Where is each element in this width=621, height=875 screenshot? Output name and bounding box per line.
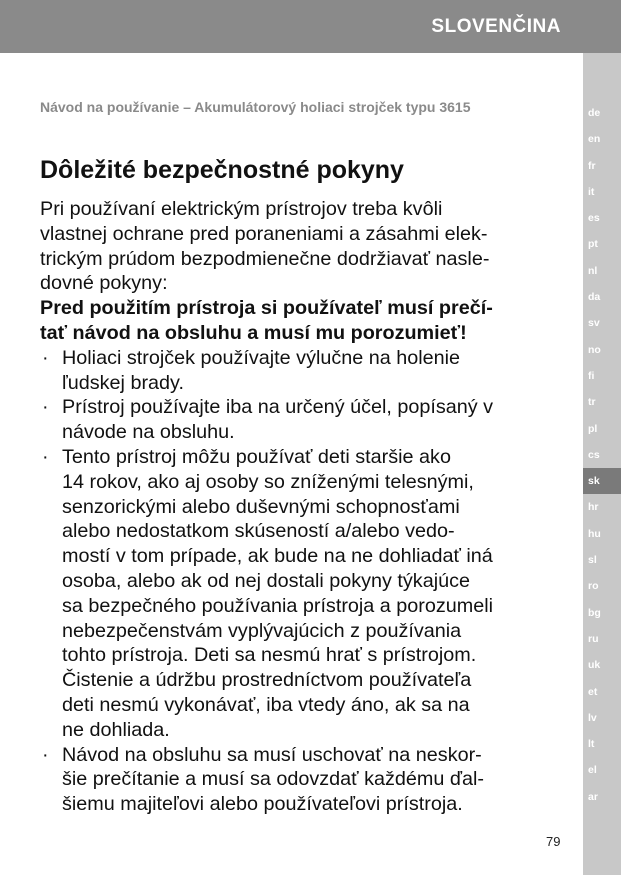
text-line: Prístroj používajte iba na určený účel, popísaný v bbox=[62, 396, 494, 419]
language-tab-el[interactable]: el bbox=[588, 764, 597, 777]
text-line: Pred použitím prístroja si používateľ musí prečí- bbox=[40, 297, 493, 320]
language-tab-tr[interactable]: tr bbox=[588, 396, 596, 409]
language-tab-ru[interactable]: ru bbox=[588, 632, 599, 645]
text-line: mostí v tom prípade, ak bude na ne dohliadať iná bbox=[62, 545, 493, 568]
main-content bbox=[40, 155, 562, 817]
bullet-item bbox=[40, 445, 562, 743]
language-tab-it[interactable]: it bbox=[588, 185, 595, 198]
language-title: SLOVENČINA bbox=[431, 16, 561, 37]
page-number: 79 bbox=[546, 834, 561, 849]
language-tab-pl[interactable]: pl bbox=[588, 422, 598, 435]
language-tab-no[interactable]: no bbox=[588, 343, 601, 356]
text-line: Pri používaní elektrickým prístrojov treba kvôli bbox=[40, 198, 443, 220]
bullet-marker: · bbox=[42, 445, 49, 468]
section-heading: Dôležité bezpečnostné pokyny bbox=[40, 156, 404, 184]
language-tab-sl[interactable]: sl bbox=[588, 554, 597, 567]
language-tab-bg[interactable]: bg bbox=[588, 606, 601, 619]
text-line: šiemu majiteľovi alebo používateľovi prístroja. bbox=[62, 793, 463, 816]
text-line: vlastnej ochrane pred poraneniami a zásahmi elek- bbox=[40, 222, 488, 245]
text-line: tohto prístroja. Deti sa nesmú hrať s prístrojom. bbox=[62, 644, 477, 667]
language-tab-nl[interactable]: nl bbox=[588, 264, 598, 277]
warning-paragraph bbox=[40, 296, 562, 346]
text-line: Návod na obsluhu sa musí uschovať na neskor- bbox=[62, 743, 482, 766]
text-line: šie prečítanie a musí sa odovzdať každému ďal- bbox=[62, 768, 485, 791]
language-tab-fr[interactable]: fr bbox=[588, 159, 596, 172]
text-line: alebo nedostatkom skúseností a/alebo vedo- bbox=[62, 520, 455, 543]
text-line: sa bezpečného používania prístroja a porozumeli bbox=[62, 594, 494, 617]
language-tab-da[interactable]: da bbox=[588, 291, 601, 304]
language-tab-sv[interactable]: sv bbox=[588, 317, 600, 330]
text-line: ne dohliada. bbox=[62, 718, 170, 741]
bullet-marker: · bbox=[42, 346, 49, 369]
text-line: Tento prístroj môžu používať deti staršie ako bbox=[62, 445, 451, 468]
text-line: deti nesmú vykonávať, iba vtedy áno, ak sa na bbox=[62, 693, 470, 716]
text-line: nebezpečenstvám vyplývajúcich z používania bbox=[62, 619, 462, 642]
manual-subtitle: Návod na používanie – Akumulátorový holiaci strojček typu 3615 bbox=[40, 99, 471, 115]
text-line: Holiaci strojček používajte výlučne na holenie bbox=[62, 346, 461, 369]
language-tab-cs[interactable]: cs bbox=[588, 448, 600, 461]
intro-paragraph bbox=[40, 197, 562, 296]
bullet-marker: · bbox=[42, 396, 49, 419]
text-line: trickým prúdom bezpodmienečne dodržiavať nasle- bbox=[40, 247, 490, 270]
safety-bullet-list bbox=[40, 346, 562, 817]
language-tab-hu[interactable]: hu bbox=[588, 527, 601, 540]
bullet-item bbox=[40, 743, 562, 817]
bullet-marker: · bbox=[42, 743, 49, 766]
bullet-item bbox=[40, 395, 562, 445]
language-tab-uk[interactable]: uk bbox=[588, 659, 601, 672]
text-line: senzorickými alebo duševnými schopnosťami bbox=[62, 495, 460, 518]
text-line: návode na obsluhu. bbox=[62, 421, 235, 444]
language-tab-lt[interactable]: lt bbox=[588, 738, 595, 751]
text-line: dovné pokyny: bbox=[40, 272, 168, 295]
text-line: osoba, alebo ak od nej dostali pokyny týkajúce bbox=[62, 569, 470, 592]
text-line: tať návod na obsluhu a musí mu porozumieť! bbox=[40, 321, 467, 344]
language-tab-list bbox=[583, 100, 621, 810]
language-tab-es[interactable]: es bbox=[588, 212, 600, 225]
language-tab-lv[interactable]: lv bbox=[588, 711, 597, 724]
language-tab-sk[interactable]: sk bbox=[583, 468, 621, 494]
language-tab-hr[interactable]: hr bbox=[588, 501, 599, 514]
language-tab-ar[interactable]: ar bbox=[588, 790, 598, 803]
language-tab-fi[interactable]: fi bbox=[588, 369, 595, 382]
language-tab-en[interactable]: en bbox=[588, 133, 601, 146]
text-line: Čistenie a údržbu prostredníctvom používateľa bbox=[62, 669, 472, 692]
text-line: 14 rokov, ako aj osoby so zníženými telesnými, bbox=[62, 470, 474, 493]
text-line: ľudskej brady. bbox=[62, 371, 184, 394]
bullet-item bbox=[40, 346, 562, 396]
language-tab-pt[interactable]: pt bbox=[588, 238, 598, 251]
language-tab-et[interactable]: et bbox=[588, 685, 598, 698]
language-tab-ro[interactable]: ro bbox=[588, 580, 599, 593]
language-tab-de[interactable]: de bbox=[588, 107, 601, 119]
